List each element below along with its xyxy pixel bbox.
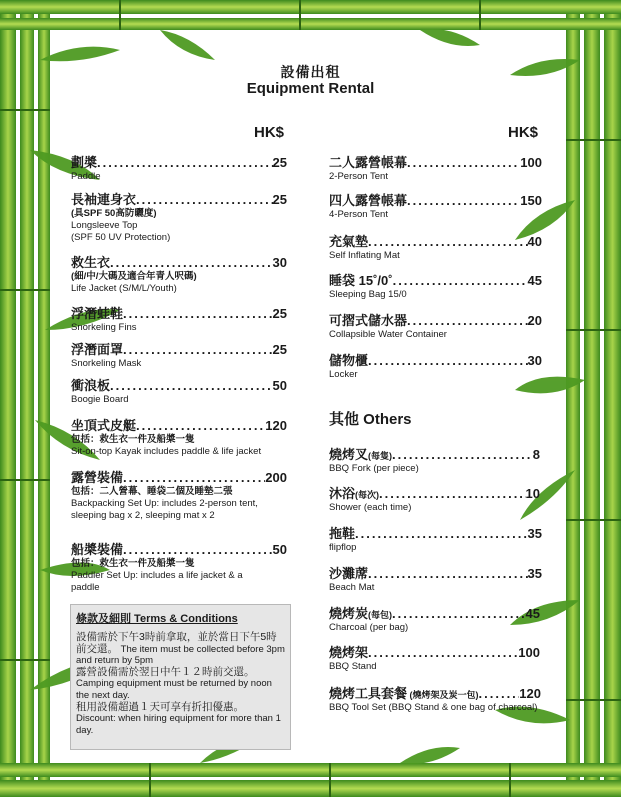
list-item: 二人露營帳幕 ..... 100 2-Person Tent <box>329 152 542 183</box>
list-item: 浮潛蛙鞋 ..... 25 Snorkeling Fins <box>71 303 287 334</box>
list-item: 沐浴(每次) ..... 10 Shower (each time) <box>329 483 540 514</box>
title-chinese: 設備出租 <box>280 64 341 80</box>
list-item: 燒烤炭(每包) ..... 45 Charcoal (per bag) <box>329 603 540 634</box>
list-item: 船槳裝備 ..... 50 包括：救生衣一件及船槳一隻 Paddler Set Up: includes a life jacket & a paddle <box>71 539 287 594</box>
list-item: 長袖連身衣 ..... 25 (具SPF 50高防曬度) Longsleeve Top (SPF 50 UV Protection) <box>71 189 287 244</box>
terms-box <box>70 604 291 750</box>
list-item: 四人露營帳幕 ..... 150 4-Person Tent <box>329 190 542 221</box>
others-heading: 其他 Others <box>329 411 412 428</box>
list-item: 露營裝備 ..... 200 包括：二人營幕、睡袋二個及睡墊二張 Backpacking Set Up: includes 2-person tent, sleeping bag x 2, sleeping mat x 2 <box>71 467 287 522</box>
list-item: 浮潛面罩 ..... 25 Snorkeling Mask <box>71 339 287 370</box>
list-item: 燒烤叉(每隻) ..... 8 BBQ Fork (per piece) <box>329 444 540 475</box>
list-item: 燒烤架 ..... 100 BBQ Stand <box>329 642 540 673</box>
right-currency-header: HK$ <box>508 124 539 141</box>
list-item: 儲物櫃 ..... 30 Locker <box>329 350 542 381</box>
list-item: 充氣墊 ..... 40 Self Inflating Mat <box>329 231 542 262</box>
title-english: Equipment Rental <box>246 80 375 97</box>
list-item: 劃槳 ..... 25 Paddle <box>71 152 287 183</box>
list-item: 燒烤工具套餐 (燒烤架及炭一包) ..... 120 BBQ Tool Set (BBQ Stand & one bag of charcoal) <box>329 683 541 714</box>
left-currency-header: HK$ <box>254 124 285 141</box>
list-item: 可摺式儲水器 ..... 20 Collapsible Water Container <box>329 310 542 341</box>
list-item: 坐頂式皮艇 ..... 120 包括：救生衣一件及船槳一隻 Sit-on-top Kayak includes paddle & life jacket <box>71 415 287 458</box>
list-item: 救生衣 ..... 30 (細/中/大碼及適合年青人呎碼) Life Jacket (S/M/L/Youth) <box>71 252 287 295</box>
list-item: 衝浪板 ..... 50 Boogie Board <box>71 375 287 406</box>
list-item: 拖鞋 ..... 35 flipflop <box>329 523 542 554</box>
list-item: 睡袋 15˚/0˚ ..... 45 Sleeping Bag 15/0 <box>329 270 542 301</box>
terms-title: 條款及細則 Terms & Conditions <box>76 613 238 625</box>
terms-body: 設備需於下午3時前拿取，並於當日下午5時前交還。 The item must be collected before 3pm and return by 5pm 露營設備需於翌日中午１２時前交還。 Camping equipment must be returned by noon the next day. 租用設備超過１天可享有折扣優惠。 Discount: when hiring equipment for more than 1 day. <box>76 631 285 736</box>
list-item: 沙灘蓆 ..... 35 Beach Mat <box>329 563 542 594</box>
